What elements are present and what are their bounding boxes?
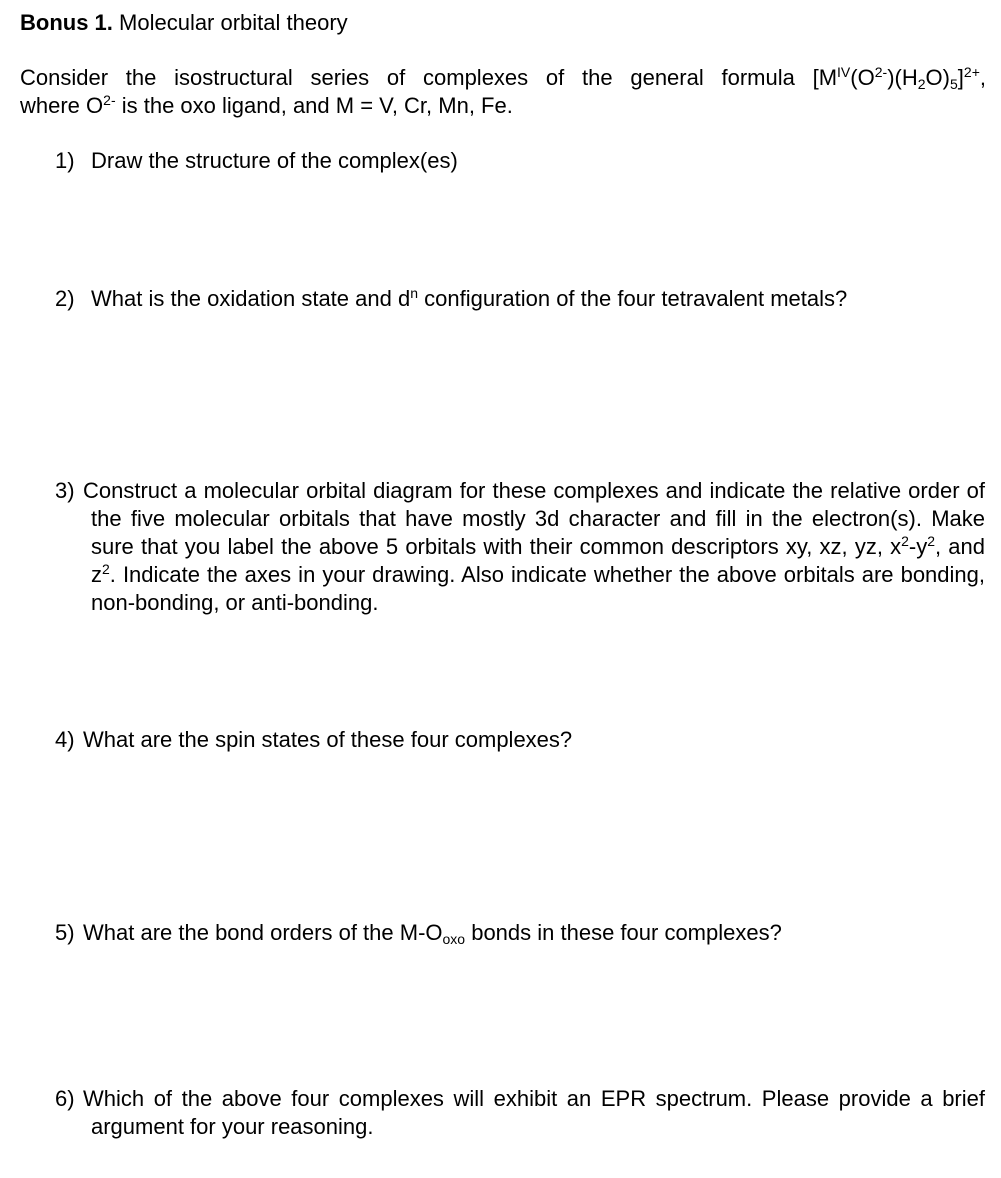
question-number: 6) bbox=[55, 1086, 75, 1111]
intro-text: , bbox=[979, 65, 986, 90]
intro-text: ] bbox=[957, 65, 964, 90]
intro-text: )(H bbox=[887, 65, 918, 90]
intro-line-2 bbox=[20, 92, 986, 120]
superscript: 2 bbox=[901, 533, 909, 549]
document-title bbox=[20, 9, 348, 37]
intro-line-1 bbox=[20, 64, 986, 92]
intro-text: is the oxo ligand, and M = V, Cr, Mn, Fe. bbox=[115, 93, 513, 118]
question-text-part: What are the bond orders of the M-O bbox=[83, 920, 443, 945]
question-text-part: What is the oxidation state and d bbox=[91, 286, 411, 311]
intro-text: (O bbox=[850, 65, 875, 90]
intro-text: where O bbox=[20, 93, 104, 118]
title-rest: Molecular orbital theory bbox=[112, 10, 348, 35]
subscript: oxo bbox=[442, 931, 466, 947]
question-number: 1) bbox=[55, 148, 75, 173]
superscript: 2- bbox=[103, 92, 116, 108]
question-text: Which of the above four complexes will exhibit an EPR spectrum. Please provide a brief argument for your reasoning. bbox=[83, 1086, 985, 1139]
superscript: IV bbox=[837, 64, 851, 80]
question-number: 2) bbox=[55, 286, 75, 311]
question-text: Draw the structure of the complex(es) bbox=[91, 148, 458, 173]
question-number: 3) bbox=[55, 478, 75, 503]
question-text-part: Construct a molecular orbital diagram for these complexes and indicate the relative order of the five molecular orbitals that have mostly 3d character and fill in the electron(s). Make sure that you label the above 5 orbitals with their common descriptors xy, xz, yz, x bbox=[83, 478, 985, 559]
question-text bbox=[55, 477, 985, 617]
question-6 bbox=[55, 1085, 985, 1141]
superscript: 2- bbox=[874, 64, 888, 80]
intro-text: Consider the isostructural series of complexes of the general formula [M bbox=[20, 65, 838, 90]
question-3 bbox=[55, 477, 985, 617]
superscript: 2+ bbox=[963, 64, 980, 80]
question-text-part: . Indicate the axes in your drawing. Also indicate whether the above orbitals are bonding, non-bonding, or anti-bonding. bbox=[91, 562, 985, 615]
question-number: 5) bbox=[55, 920, 75, 945]
question-5 bbox=[55, 919, 985, 947]
question-text-part: bonds in these four complexes? bbox=[465, 920, 782, 945]
subscript: 2 bbox=[917, 76, 926, 92]
question-4 bbox=[55, 726, 985, 754]
question-text-part: -y bbox=[908, 534, 928, 559]
subscript: 5 bbox=[949, 76, 958, 92]
intro-text: O) bbox=[925, 65, 950, 90]
title-bold: Bonus 1. bbox=[20, 10, 113, 35]
question-text-part: , and z bbox=[91, 534, 985, 587]
superscript: 2 bbox=[102, 561, 110, 577]
question-text-part: configuration of the four tetravalent metals? bbox=[418, 286, 848, 311]
question-number: 4) bbox=[55, 727, 75, 752]
intro-paragraph bbox=[20, 64, 986, 120]
question-text: What are the spin states of these four complexes? bbox=[83, 727, 573, 752]
superscript: n bbox=[410, 285, 418, 301]
question-text bbox=[55, 919, 985, 947]
question-2 bbox=[55, 285, 985, 313]
question-text bbox=[55, 285, 985, 313]
question-1 bbox=[55, 147, 985, 175]
superscript: 2 bbox=[927, 533, 936, 549]
